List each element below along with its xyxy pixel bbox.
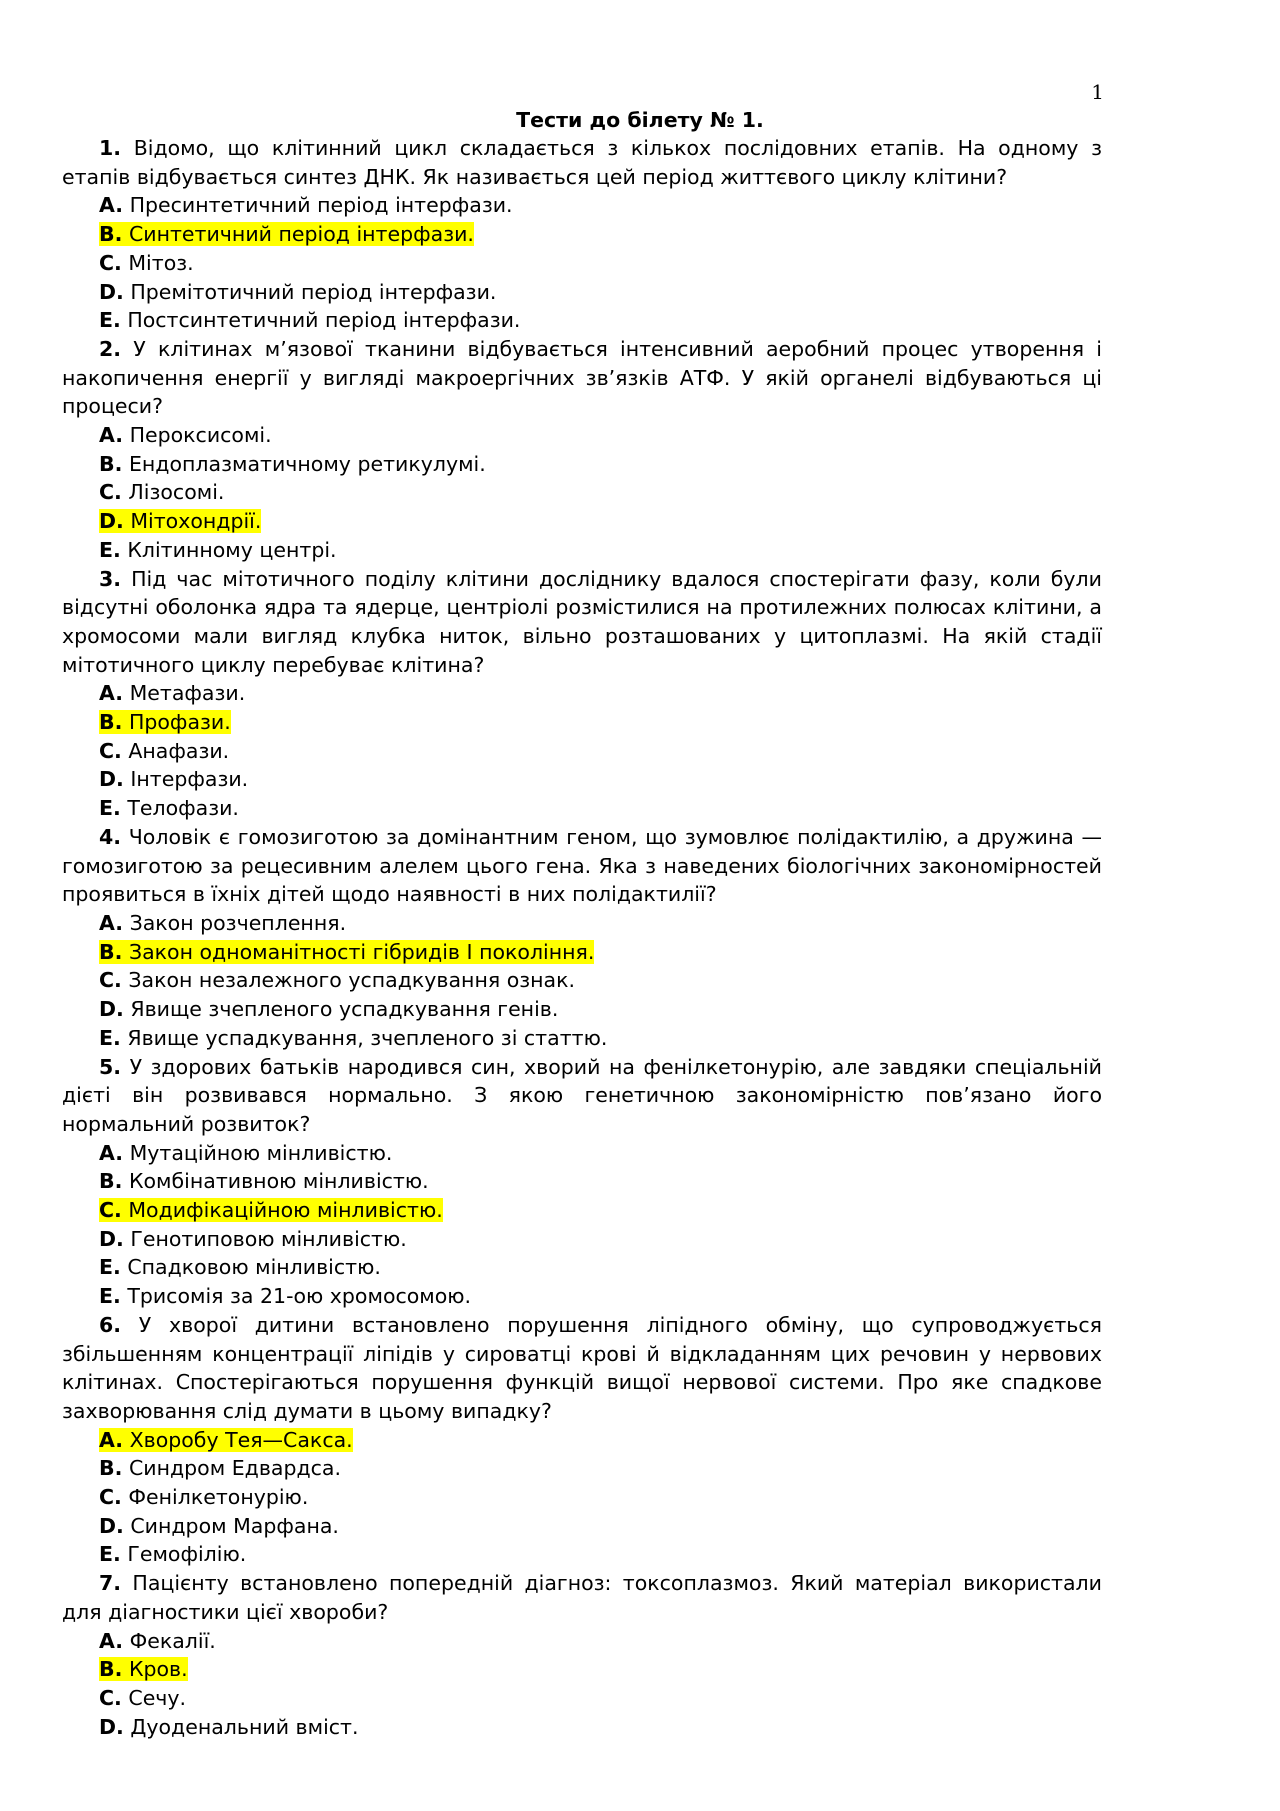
answer-letter: A.: [99, 423, 124, 448]
page-number: 1: [1091, 80, 1104, 104]
answer-letter: B.: [99, 1456, 123, 1481]
answer-option-correct: [62, 1655, 1102, 1684]
answer-option: [62, 1540, 1102, 1569]
answer-option: [62, 995, 1102, 1024]
answer-text: Модифікаційною мінливістю.: [128, 1198, 443, 1223]
correct-answer-highlight: [99, 222, 474, 246]
answer-letter: A.: [99, 910, 124, 935]
answer-letter: D.: [99, 997, 124, 1022]
question-text: У здорових батьків народився син, хворий на фенілкетонурію, але завдяки спеціальній дієті він розвивався нормально. З якою генетичною закономірністю пов’язано його нормальний розвиток?: [62, 1054, 1102, 1136]
correct-answer-highlight: [99, 509, 261, 533]
question-6: [62, 1311, 1102, 1426]
answer-letter: E.: [99, 308, 121, 333]
answer-text: Мітоз.: [128, 250, 194, 275]
answer-letter: E.: [99, 1542, 121, 1567]
answer-text: Гемофілію.: [127, 1542, 247, 1567]
answer-text: Інтерфази.: [130, 767, 249, 792]
answer-text: Синдром Марфана.: [130, 1513, 339, 1538]
answer-text: Синдром Едвардса.: [128, 1456, 342, 1481]
questions-list: [62, 134, 1102, 1741]
answer-text: Синтетичний період інтерфази.: [128, 222, 474, 247]
answer-option: [62, 1167, 1102, 1196]
answer-text: Лізосомі.: [128, 480, 225, 505]
answer-option: [62, 278, 1102, 307]
answer-letter: A.: [99, 1427, 124, 1452]
question-7: [62, 1569, 1102, 1626]
answer-letter: A.: [99, 681, 124, 706]
answer-letter: C.: [99, 738, 122, 763]
page-title: Тести до білету № 1.: [516, 108, 764, 132]
answer-letter: D.: [99, 1513, 124, 1538]
question-number: 6.: [99, 1312, 122, 1337]
answer-option: [62, 1225, 1102, 1254]
answer-text: Явище успадкування, зчепленого зі статтю.: [127, 1025, 608, 1050]
answer-option-correct: [62, 938, 1102, 967]
question-number: 5.: [99, 1054, 122, 1079]
answer-option: [62, 1282, 1102, 1311]
answer-option: [62, 909, 1102, 938]
answer-option: [62, 794, 1102, 823]
correct-answer-highlight: [99, 1428, 353, 1452]
answer-text: Сечу.: [128, 1685, 187, 1710]
answer-option: [62, 679, 1102, 708]
question-1: [62, 134, 1102, 191]
answer-letter: C.: [99, 480, 122, 505]
answer-option-correct: [62, 507, 1102, 536]
answer-option: [62, 478, 1102, 507]
answer-option: [62, 306, 1102, 335]
question-4: [62, 823, 1102, 909]
answer-option: [62, 966, 1102, 995]
answer-option: [62, 1483, 1102, 1512]
answer-option: [62, 1627, 1102, 1656]
correct-answer-highlight: [99, 1657, 188, 1681]
answer-letter: E.: [99, 1284, 121, 1309]
answer-letter: B.: [99, 710, 123, 735]
answer-text: Дуоденальний вміст.: [130, 1714, 359, 1739]
answer-option-correct: [62, 220, 1102, 249]
question-number: 4.: [99, 824, 122, 849]
question-number: 3.: [99, 566, 122, 591]
answer-text: Спадковою мінливістю.: [127, 1255, 381, 1280]
answer-letter: D.: [99, 509, 124, 534]
answer-text: Трисомія за 21-ою хромосомою.: [127, 1284, 472, 1309]
answer-text: Генотиповою мінливістю.: [130, 1226, 407, 1251]
answer-option: [62, 191, 1102, 220]
question-text: У клітинах м’язової тканини відбувається інтенсивний аеробний процес утворення і накопичення енергії у вигляді макроергічних зв’язків АТФ. У якій органелі відбуваються ці процеси?: [62, 336, 1102, 419]
question-text: Пацієнту встановлено попередній діагноз: токсоплазмоз. Який матеріал використали для діагностики цієї хвороби?: [62, 1571, 1102, 1624]
answer-letter: D.: [99, 767, 124, 792]
answer-text: Комбінативною мінливістю.: [128, 1169, 429, 1194]
question-number: 1.: [99, 136, 122, 160]
answer-option: [62, 1684, 1102, 1713]
answer-letter: B.: [99, 939, 123, 964]
question-text: Чоловік є гомозиготою за домінантним геном, що зумовлює полідактилію, а дружина — гомозиготою за рецесивним алелем цього гена. Яка з наведених біологічних закономірностей проявиться в їхніх дітей щодо наявності в них полідактилії?: [62, 824, 1102, 907]
answer-text: Фенілкетонурію.: [128, 1485, 309, 1510]
answer-option: [62, 1713, 1102, 1742]
correct-answer-highlight: [99, 940, 594, 964]
answer-letter: A.: [99, 193, 124, 218]
question-5: [62, 1053, 1102, 1139]
question-text: Під час мітотичного поділу клітини досліднику вдалося спостерігати фазу, коли були відсутні оболонка ядра та ядерце, центріолі розмістилися на протилежних полюсах клітини, а хромосоми мали вигляд клубка ниток, вільно розташованих у цитоплазмі. На якій стадії мітотичного циклу перебуває клітина?: [62, 566, 1102, 677]
question-text: Відомо, що клітинний цикл складається з кількох послідовних етапів. На одному з етапів відбувається синтез ДНК. Як називається цей період життєвого циклу клітини?: [62, 136, 1102, 189]
answer-option: [62, 737, 1102, 766]
question-2: [62, 335, 1102, 421]
answer-text: Кров.: [128, 1657, 188, 1682]
answer-option: [62, 1024, 1102, 1053]
answer-letter: B.: [99, 1657, 123, 1682]
answer-letter: D.: [99, 279, 124, 304]
answer-letter: C.: [99, 1198, 122, 1223]
answer-letter: A.: [99, 1628, 124, 1653]
answer-text: Клітинному центрі.: [127, 537, 337, 562]
answer-letter: C.: [99, 968, 122, 993]
answer-text: Закон незалежного успадкування ознак.: [128, 968, 576, 993]
answer-letter: D.: [99, 1226, 124, 1251]
answer-option: [62, 536, 1102, 565]
answer-text: Мітохондрії.: [130, 509, 262, 534]
answer-text: Закон одноманітності гібридів I покоління.: [128, 939, 595, 964]
answer-option-correct: [62, 1426, 1102, 1455]
answer-text: Пресинтетичний період інтерфази.: [129, 193, 513, 218]
answer-letter: B.: [99, 451, 123, 476]
answer-text: Телофази.: [127, 796, 239, 821]
answer-text: Метафази.: [129, 681, 246, 706]
answer-text: Профази.: [128, 710, 231, 735]
answer-option: [62, 1253, 1102, 1282]
answer-option-correct: [62, 1196, 1102, 1225]
answer-letter: E.: [99, 796, 121, 821]
answer-text: Хворобу Тея—Сакса.: [129, 1427, 353, 1452]
answer-letter: C.: [99, 1685, 122, 1710]
correct-answer-highlight: [99, 1198, 443, 1222]
answer-option: [62, 450, 1102, 479]
answer-letter: A.: [99, 1140, 124, 1165]
answer-option: [62, 765, 1102, 794]
answer-letter: B.: [99, 1169, 123, 1194]
answer-option: [62, 421, 1102, 450]
answer-letter: E.: [99, 537, 121, 562]
question-text: У хворої дитини встановлено порушення ліпідного обміну, що супроводжується збільшенням концентрації ліпідів у сироватці крові й відкладанням цих речовин у нервових клітинах. Спостерігаються порушення функцій вищої нервової системи. Про яке спадкове захворювання слід думати в цьому випадку?: [62, 1312, 1102, 1423]
answer-text: Закон розчеплення.: [129, 910, 347, 935]
answer-option: [62, 1454, 1102, 1483]
answer-text: Ендоплазматичному ретикулумі.: [128, 451, 486, 476]
correct-answer-highlight: [99, 710, 231, 734]
answer-option-correct: [62, 708, 1102, 737]
answer-text: Мутаційною мінливістю.: [129, 1140, 393, 1165]
answer-letter: E.: [99, 1025, 121, 1050]
answer-option: [62, 249, 1102, 278]
question-number: 2.: [99, 336, 122, 361]
answer-text: Анафази.: [128, 738, 230, 763]
answer-text: Явище зчепленого успадкування генів.: [130, 997, 559, 1022]
answer-letter: C.: [99, 250, 122, 275]
answer-text: Пероксисомі.: [129, 423, 272, 448]
answer-text: Постсинтетичний період інтерфази.: [127, 308, 521, 333]
answer-letter: C.: [99, 1485, 122, 1510]
answer-letter: B.: [99, 222, 123, 247]
question-number: 7.: [99, 1571, 122, 1596]
answer-letter: D.: [99, 1714, 124, 1739]
answer-letter: E.: [99, 1255, 121, 1280]
answer-option: [62, 1139, 1102, 1168]
answer-option: [62, 1512, 1102, 1541]
answer-text: Фекалії.: [129, 1628, 216, 1653]
question-3: [62, 565, 1102, 680]
answer-text: Премітотичний період інтерфази.: [130, 279, 497, 304]
